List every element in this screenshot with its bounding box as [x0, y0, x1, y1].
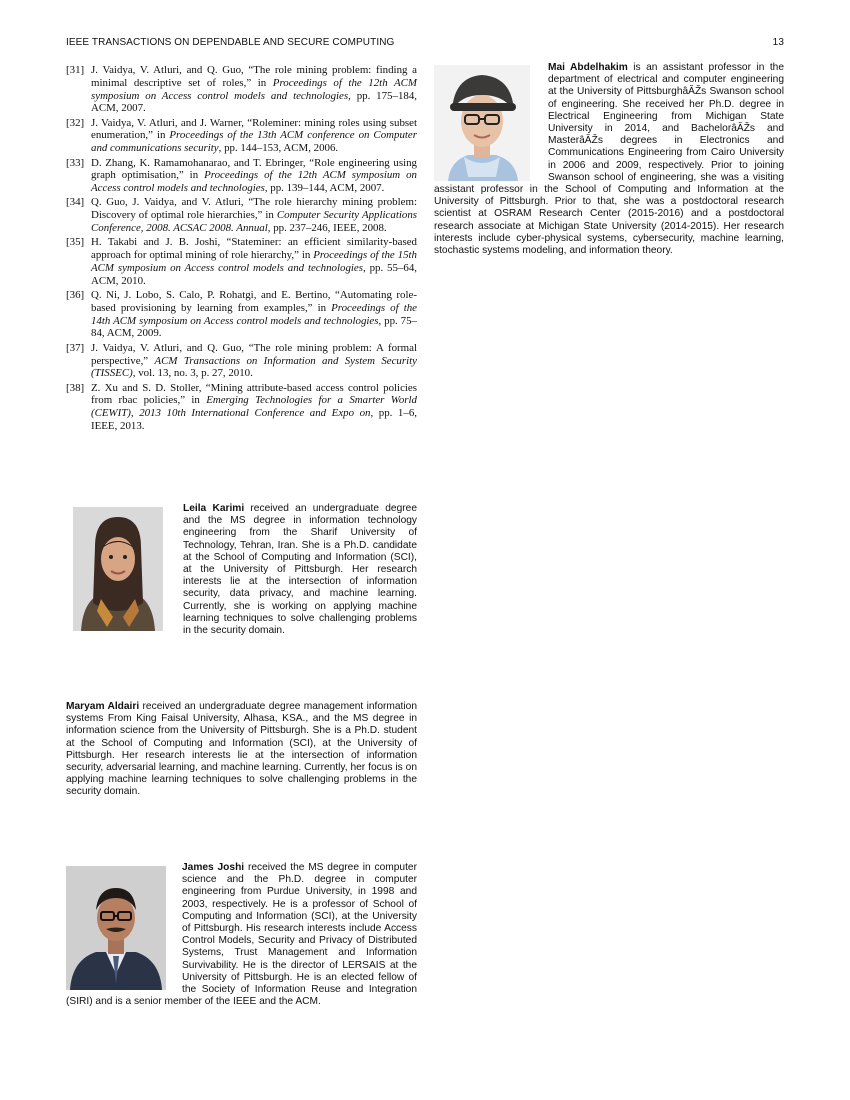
reference-number: [36]	[66, 289, 85, 302]
reference-authors: J. Vaidya, V. Atluri, and J. Warner, “Roleminer: mining roles using subset enumeration,” in	[91, 116, 417, 142]
reference-authors: Z. Xu and S. D. Stoller, “Mining attribute-based access control policies from rbac policies,” in	[91, 381, 417, 407]
bio-leila-karimi	[73, 503, 417, 637]
reference-number: [34]	[66, 196, 85, 209]
reference-venue: ACM Transactions on Information and System Security (TISSEC)	[91, 354, 417, 380]
reference-venue: Proceedings of the 15th ACM symposium on Access control models and technologies	[91, 249, 417, 274]
reference-tail: , vol. 13, no. 3, p. 27, 2010.	[132, 367, 253, 380]
bio-maryam-aldairi	[66, 701, 417, 799]
reference-tail: , pp. 55–64, ACM, 2010.	[91, 261, 417, 287]
bio-mai-abdelhakim	[434, 62, 784, 257]
reference-venue: Emerging Technologies for a Smarter World (CEWIT), 2013 10th International Conference and Expo on	[91, 394, 417, 420]
reference-number: [38]	[66, 381, 85, 394]
author-photo-mai-abdelhakim	[434, 65, 530, 181]
reference-tail: , pp. 75–84, ACM, 2009.	[91, 314, 418, 340]
reference-34	[66, 196, 417, 234]
reference-35	[66, 236, 417, 287]
reference-venue: Proceedings of the 12th ACM symposium on Access control models and technologies	[91, 169, 418, 195]
reference-tail: , pp. 144–153, ACM, 2006.	[218, 142, 339, 155]
reference-authors: D. Zhang, K. Ramamohanarao, and T. Ebringer, “Role engineering using graph optimisation,” in	[91, 156, 417, 182]
author-name: Mai Abdelhakim	[548, 62, 628, 73]
reference-venue: Proceedings of the 14th ACM symposium on Access control models and technologies	[91, 301, 417, 327]
author-name: James Joshi	[182, 862, 245, 873]
running-header	[66, 37, 784, 51]
reference-number: [35]	[66, 236, 85, 249]
reference-tail: , pp. 1–6, IEEE, 2013.	[91, 407, 417, 433]
bio-text: received the MS degree in computer science and the Ph.D. degree in computer engineering from Purdue University, in 1998 and 2003, respectively. He is a professor of School of Computing and Information (SCI), at the University of Pittsburgh. His research interests include Access Control Models, Security and Privacy of Distributed Systems, Trust Management and Information Survivability. He is the director of LERSAIS at the University of Pittsburgh. He is an elected fellow of the Society of Information Reuse and Integration (SIRI) and is a senior member of the IEEE and the ACM.	[66, 862, 417, 1008]
author-name: Leila Karimi	[183, 503, 245, 514]
reference-venue: Computer Security Applications Conference, 2008. ACSAC 2008. Annual	[91, 209, 418, 235]
reference-authors: J. Vaidya, V. Atluri, and Q. Guo, “The role mining problem: finding a minimal descriptive set of roles,” in	[91, 64, 417, 89]
reference-38	[66, 382, 417, 433]
reference-33	[66, 157, 417, 195]
reference-number: [32]	[66, 116, 85, 129]
bio-text: is an assistant professor in the department of electrical and computer engineering at the University of PittsburghâĂŽs Swanson school of engineering. She received her Ph.D. degree in Electrical Engineering from Michigan State University in 2014, and BachelorâĂŽs and MasterâĂŽs degrees in Electronics and Communications Engineering from Cairo University in 2006 and 2009, respectively. Prior to joining Swanson school of engineering, she was a visiting assistant professor in the School of Computing and Information at the University of Pittsburgh. Prior to that, she was a postdoctoral research scientist at OSRAM Research Center (2015-2016) and a postdoctoral research associate at Michigan State University (2014-2015). Her research interests include cyber-physical systems, cybersecurity, machine learning, stochastic systems modeling, and information theory.	[434, 62, 784, 257]
reference-number: [33]	[66, 156, 85, 169]
author-name: Maryam Aldairi	[66, 701, 140, 712]
author-photo-leila-karimi	[73, 507, 163, 631]
reference-venue: Proceedings of the 12th ACM symposium on Access control models and technologies	[91, 76, 417, 102]
reference-authors: Q. Ni, J. Lobo, S. Calo, P. Rohatgi, and E. Bertino, “Automating role-based provisioning by learning from examples,” in	[91, 289, 417, 314]
reference-number: [31]	[66, 64, 85, 76]
reference-list	[66, 64, 417, 434]
reference-authors: J. Vaidya, V. Atluri, and Q. Guo, “The role mining problem: A formal perspective,”	[91, 341, 417, 367]
reference-tail: , pp. 139–144, ACM, 2007.	[264, 182, 385, 195]
reference-31	[66, 64, 417, 115]
reference-32	[66, 117, 417, 155]
reference-number: [37]	[66, 341, 85, 354]
page-number: 13	[772, 37, 784, 48]
bio-james-joshi	[66, 862, 417, 1008]
bio-text: received an undergraduate degree management information systems From King Faisal University, Alhasa, KSA., and the MS degree in information science from the University of Pittsburgh. She is a Ph.D. student at the School of Computing and Information (SCI), at the University of Pittsburgh. Her research interests lie at the intersection of information security, adversarial learning, and machine learning. Currently, her focus is on applying machine learning techniques to solve challenging problems in the security domain.	[66, 701, 417, 798]
journal-title: IEEE TRANSACTIONS ON DEPENDABLE AND SECURE COMPUTING	[66, 37, 395, 48]
author-photo-james-joshi	[66, 866, 166, 990]
reference-authors: H. Takabi and J. B. Joshi, “Stateminer: an efficient similarity-based approach for optimal mining of role hierarchy,” in	[91, 236, 417, 262]
bio-text: received an undergraduate degree and the MS degree in information technology engineering from the Sharif University of Technology, Tehran, Iran. She is a Ph.D. candidate at the School of Computing and Information (SCI), at the University of Pittsburgh. Her research interests lie at the intersection of information security, data privacy, and machine learning. Currently, she is working on applying machine learning techniques to solve challenging problems in the security domain.	[183, 503, 417, 637]
reference-37	[66, 342, 417, 380]
reference-venue: Proceedings of the 13th ACM conference on Computer and communications security	[91, 129, 417, 155]
reference-tail: , pp. 237–246, IEEE, 2008.	[267, 222, 387, 235]
reference-tail: , pp. 175–184, ACM, 2007.	[91, 89, 417, 115]
reference-authors: Q. Guo, J. Vaidya, and V. Atluri, “The role hierarchy mining problem: Discovery of optimal role hierarchies,” in	[91, 196, 417, 222]
reference-36	[66, 289, 417, 340]
